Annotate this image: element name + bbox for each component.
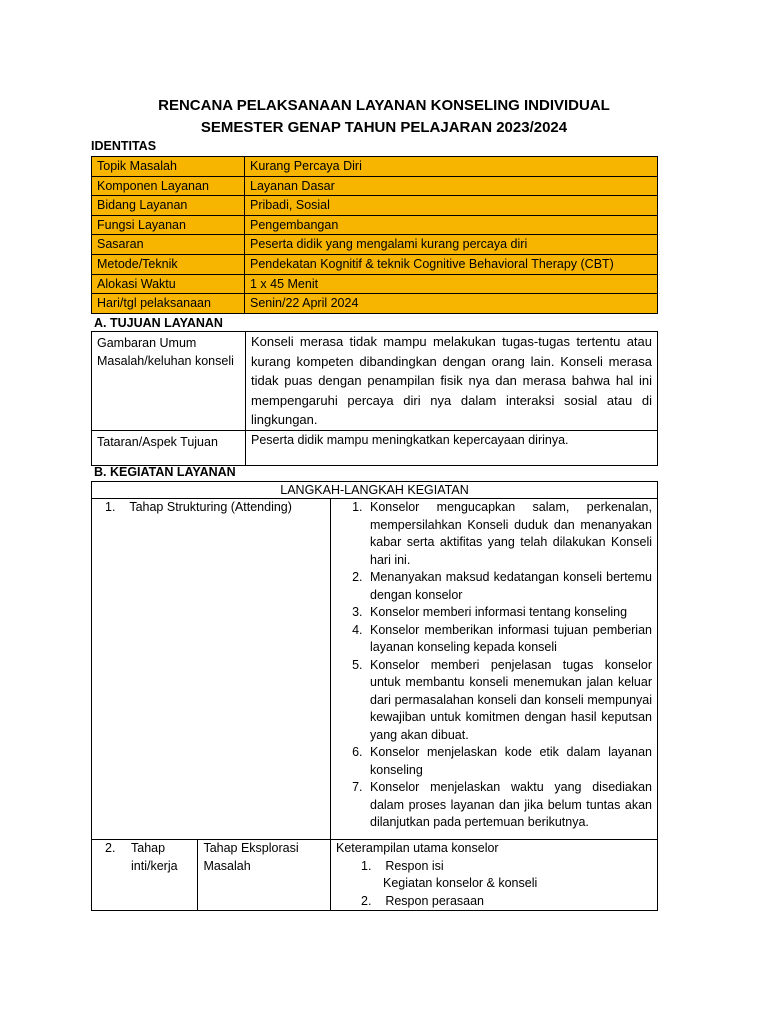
row-key: Alokasi Waktu <box>92 274 245 294</box>
tahap2-label <box>97 840 192 875</box>
table-row <box>92 294 658 314</box>
table-row <box>92 235 658 255</box>
kegiatan-table-header: LANGKAH-LANGKAH KEGIATAN <box>92 482 658 499</box>
row-key: Bidang Layanan <box>92 196 245 216</box>
aspek-value: Peserta didik mampu meningkatkan kepercayaan dirinya. <box>246 430 658 465</box>
table-row <box>92 176 658 196</box>
table-row <box>92 840 658 911</box>
table-row <box>92 196 658 216</box>
tahap1-label-text: Tahap Strukturing (Attending) <box>129 500 292 514</box>
row-value: Kurang Percaya Diri <box>245 157 658 177</box>
tahap2-sub: Tahap Eksplorasi Masalah <box>198 840 331 911</box>
kegiatan-heading: B. KEGIATAN LAYANAN <box>94 465 236 479</box>
list-item: 1. Konselor mengucapkan salam, perkenalan, mempersilahkan Konseli duduk dan menanyakan kabar serta aktifitas yang telah dilakukan Konseli hari ini. <box>366 499 652 569</box>
tahap1-list <box>336 499 652 832</box>
tahap1-label: 1. Tahap Strukturing (Attending) <box>105 500 292 514</box>
tahap2-item-1-text: Respon isi <box>385 858 444 873</box>
tahap2-cell <box>92 840 198 911</box>
table-row <box>92 482 658 499</box>
tahap2-content <box>331 840 658 911</box>
row-value: Pribadi, Sosial <box>245 196 658 216</box>
list-item: 5. Konselor memberi penjelasan tugas konselor untuk membantu konseli menemukan jalan keluar dari permasalahan konseli dan konseli mempunyai kewajiban untuk komitmen dengan hasil keputsan yang akan dibuat. <box>366 657 652 745</box>
row-key: Topik Masalah <box>92 157 245 177</box>
row-key: Hari/tgl pelaksanaan <box>92 294 245 314</box>
list-item: 2. Menanyakan maksud kedatangan konseli bertemu dengan konselor <box>366 569 652 604</box>
table-row <box>92 430 658 465</box>
row-key: Komponen Layanan <box>92 176 245 196</box>
table-row <box>92 215 658 235</box>
title-line-1: RENCANA PELAKSANAAN LAYANAN KONSELING INDIVIDUAL <box>158 97 610 114</box>
table-row <box>92 254 658 274</box>
gambaran-value: Konseli merasa tidak mampu melakukan tugas-tugas tertentu atau kurang kompeten dibandingkan dengan orang lain. Konseli merasa tidak puas dengan penampilan fisik nya dan merasa bahwa hal ini mempengaruhi percaya diri nya dalam interaksi sosial atau di lingkungan. <box>246 332 658 431</box>
table-row <box>92 157 658 177</box>
tahap2-item-1-sub: Kegiatan konselor & konseli <box>383 876 538 890</box>
list-item: 6. Konselor menjelaskan kode etik dalam layanan konseling <box>366 744 652 779</box>
row-value: Senin/22 April 2024 <box>245 294 658 314</box>
table-row <box>92 332 658 431</box>
row-value: 1 x 45 Menit <box>245 274 658 294</box>
identitas-heading: IDENTITAS <box>91 139 157 153</box>
identitas-table <box>91 156 658 314</box>
tahap2-number: 2. <box>105 841 116 855</box>
row-value: Layanan Dasar <box>245 176 658 196</box>
gambaran-label: Gambaran Umum Masalah/keluhan konseli <box>92 332 246 431</box>
row-value: Peserta didik yang mengalami kurang percaya diri <box>245 235 658 255</box>
tahap2-label-text: Tahap inti/kerja <box>131 841 178 873</box>
list-item: 4. Konselor memberikan informasi tujuan pemberian layanan konseling kepada konseli <box>366 622 652 657</box>
row-value: Pendekatan Kognitif & teknik Cognitive Behavioral Therapy (CBT) <box>245 254 658 274</box>
document-title <box>0 95 768 139</box>
row-key: Metode/Teknik <box>92 254 245 274</box>
tujuan-heading: A. TUJUAN LAYANAN <box>94 316 223 330</box>
table-row <box>92 499 658 840</box>
tahap1-steps <box>331 499 658 840</box>
tujuan-table <box>91 331 658 466</box>
row-value: Pengembangan <box>245 215 658 235</box>
list-item: 7. Konselor menjelaskan waktu yang disediakan dalam proses layanan dan jika belum tuntas akan dilanjutkan pada pertemuan berikutnya. <box>366 779 652 832</box>
row-key: Sasaran <box>92 235 245 255</box>
kegiatan-table <box>91 481 658 911</box>
tahap2-item-2: 2. Respon perasaan <box>361 893 485 908</box>
tahap2-item-2-text: Respon perasaan <box>385 893 485 908</box>
aspek-label: Tataran/Aspek Tujuan <box>92 430 246 465</box>
table-row <box>92 274 658 294</box>
row-key: Fungsi Layanan <box>92 215 245 235</box>
tahap2-item-1: 1. Respon isi <box>361 858 444 873</box>
title-line-2: SEMESTER GENAP TAHUN PELAJARAN 2023/2024 <box>200 119 568 136</box>
tahap2-intro: Keterampilan utama konselor <box>336 841 499 855</box>
tahap1-cell <box>92 499 331 840</box>
list-item: 3. Konselor memberi informasi tentang konseling <box>366 604 652 622</box>
